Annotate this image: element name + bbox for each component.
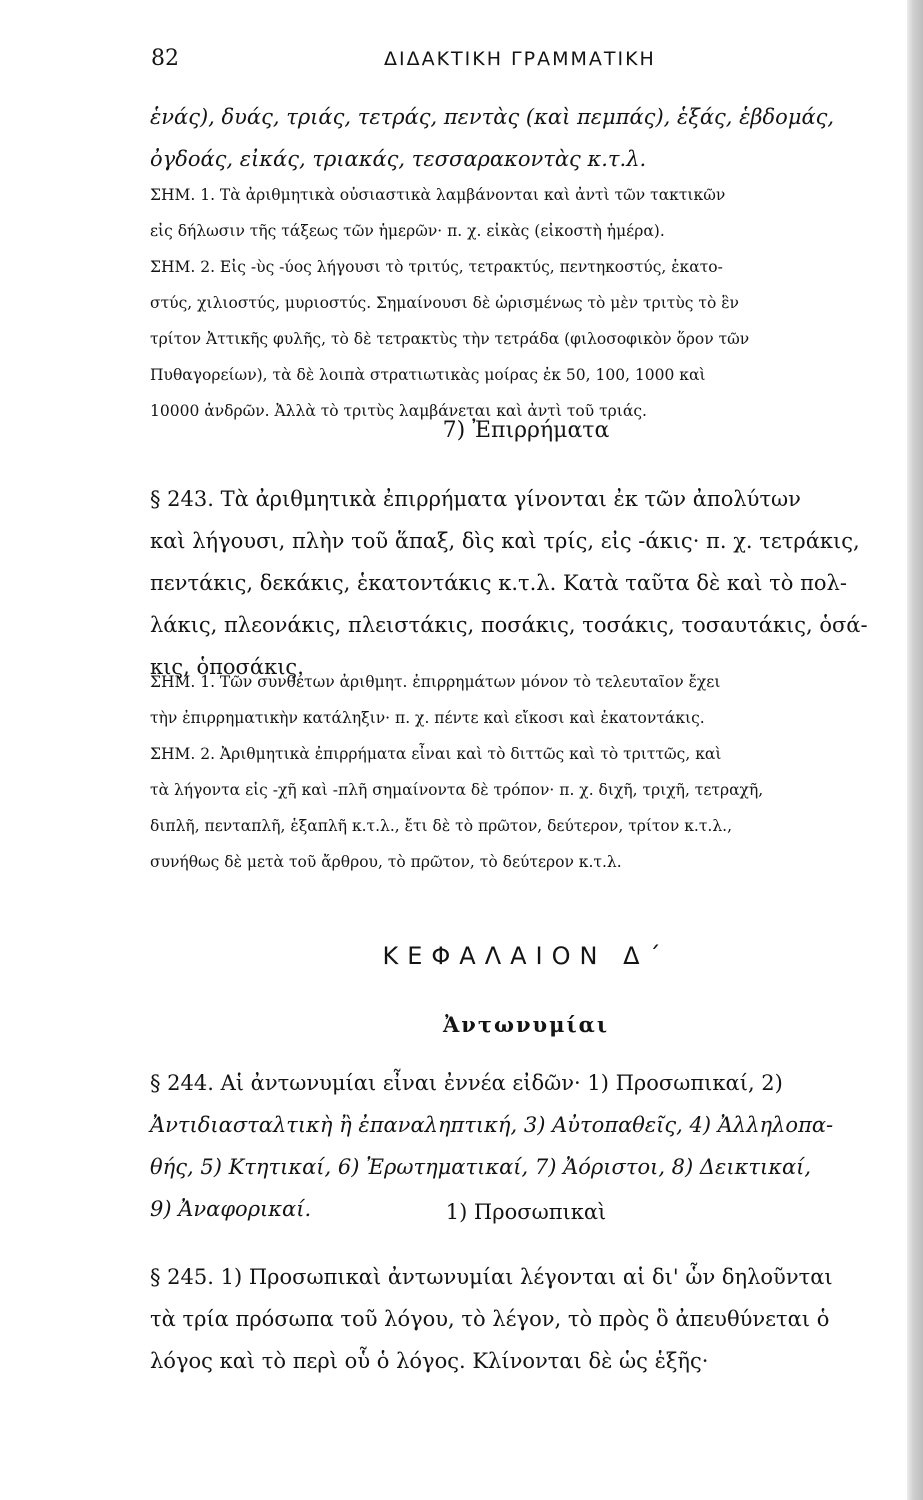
line-text: λάκις, πλεονάκις, πλειστάκις, ποσάκις, τοσάκις, τοσαυτάκις, ὁσά- bbox=[150, 613, 868, 637]
text-line bbox=[150, 1256, 902, 1298]
line-text: § 244. Αἱ ἀντωνυμίαι εἶναι ἐννέα εἰδῶν· 1) Προσωπικαί, 2) bbox=[150, 1071, 783, 1095]
line-text: 9) Ἀναφορικαί. bbox=[150, 1197, 312, 1221]
text-line bbox=[150, 321, 902, 357]
text-line bbox=[150, 562, 902, 604]
line-text: Ἀντιδιασταλτικὴ ἢ ἐπαναληπτική, 3) Αὐτοπαθεῖς, 4) Ἀλληλοπα- bbox=[150, 1113, 834, 1137]
line-text: διπλῆ, πενταπλῆ, ἑξαπλῆ κ.τ.λ., ἔτι δὲ τὸ πρῶτον, δεύτερον, τρίτον κ.τ.λ., bbox=[150, 817, 733, 835]
line-text: § 245. 1) Προσωπικαὶ ἀντωνυμίαι λέγονται αἱ δι' ὧν δηλοῦνται bbox=[150, 1265, 833, 1289]
text-line bbox=[150, 700, 902, 736]
line-text: 10000 ἀνδρῶν. Ἀλλὰ τὸ τριτὺς λαμβάνεται καὶ ἀντὶ τοῦ τριάς. bbox=[150, 402, 647, 420]
line-text: Πυθαγορείων), τὰ δὲ λοιπὰ στρατιωτικὰς μοίρας ἐκ 50, 100, 1000 καὶ bbox=[150, 366, 706, 384]
text-line bbox=[150, 177, 902, 213]
paragraph-continued bbox=[150, 96, 902, 180]
line-text: συνήθως δὲ μετὰ τοῦ ἄρθρου, τὸ πρῶτον, τὸ δεύτερον κ.τ.λ. bbox=[150, 853, 622, 871]
line-text: λόγος καὶ τὸ περὶ οὗ ὁ λόγος. Κλίνονται δὲ ὡς ἑξῆς· bbox=[150, 1349, 709, 1373]
text-line bbox=[150, 213, 902, 249]
page-edge-shadow bbox=[907, 0, 923, 1500]
text-line bbox=[150, 138, 902, 180]
paragraph-245 bbox=[150, 1256, 902, 1382]
line-text: ΣΗΜ. 2. Ἀριθμητικὰ ἐπιρρήματα εἶναι καὶ τὸ διττῶς καὶ τὸ τριττῶς, καὶ bbox=[150, 745, 722, 763]
text-line bbox=[150, 604, 902, 646]
line-text: κις, ὁποσάκις. bbox=[150, 655, 304, 679]
page-header bbox=[0, 46, 900, 78]
line-text: τὴν ἐπιρρηματικὴν κατάληξιν· π. χ. πέντε καὶ εἴκοσι καὶ ἑκατοντάκις. bbox=[150, 709, 705, 727]
text-line bbox=[150, 808, 902, 844]
section-title-epirrimata: 7) Ἐπιρρήματα bbox=[442, 418, 610, 443]
note-block-1 bbox=[150, 177, 902, 429]
text-line bbox=[150, 844, 902, 880]
line-text: εἰς δήλωσιν τῆς τάξεως τῶν ἡμερῶν· π. χ. εἰκὰς (εἰκοστὴ ἡμέρα). bbox=[150, 222, 665, 240]
text-line bbox=[150, 1104, 902, 1146]
text-line bbox=[150, 1146, 902, 1188]
line-text: θής, 5) Κτητικαί, 6) Ἐρωτηματικαί, 7) Ἀόριστοι, 8) Δεικτικαί, bbox=[150, 1155, 812, 1179]
text-line bbox=[150, 520, 902, 562]
line-text: ΣΗΜ. 2. Εἰς -ὺς -ύος λήγουσι τὸ τριτύς, τετρακτύς, πεντηκοστύς, ἑκατο- bbox=[150, 258, 723, 276]
section-title-prosopikai: 1) Προσωπικαὶ bbox=[445, 1200, 607, 1224]
page-number: 82 bbox=[151, 46, 179, 71]
text-line bbox=[150, 1062, 902, 1104]
line-text: καὶ λήγουσι, πλὴν τοῦ ἅπαξ, δὶς καὶ τρίς, εἰς -άκις· π. χ. τετράκις, bbox=[150, 529, 860, 553]
text-line bbox=[150, 478, 902, 520]
line-text: ΣΗΜ. 1. Τῶν συνθέτων ἀριθμητ. ἐπιρρημάτων μόνον τὸ τελευταῖον ἔχει bbox=[150, 673, 721, 691]
line-text: τὰ τρία πρόσωπα τοῦ λόγου, τὸ λέγον, τὸ πρὸς ὃ ἀπευθύνεται ὁ bbox=[150, 1307, 830, 1331]
paragraph-243 bbox=[150, 478, 902, 688]
chapter-title: ΚΕΦΑΛΑΙΟΝ Δ΄ bbox=[382, 942, 670, 970]
text-line bbox=[150, 772, 902, 808]
text-line bbox=[150, 249, 902, 285]
line-text: § 243. Τὰ ἀριθμητικὰ ἐπιρρήματα γίνονται ἐκ τῶν ἀπολύτων bbox=[150, 487, 801, 511]
text-line bbox=[150, 664, 902, 700]
line-text: πεντάκις, δεκάκις, ἑκατοντάκις κ.τ.λ. Κατὰ ταῦτα δὲ καὶ τὸ πολ- bbox=[150, 571, 847, 595]
text-line bbox=[150, 285, 902, 321]
line-text: ΣΗΜ. 1. Τὰ ἀριθμητικὰ οὐσιαστικὰ λαμβάνονται καὶ ἀντὶ τῶν τακτικῶν bbox=[150, 186, 726, 204]
line-text: τὰ λήγοντα εἰς -χῆ καὶ -πλῆ σημαίνοντα δὲ τρόπον· π. χ. διχῆ, τριχῆ, τετραχῆ, bbox=[150, 781, 764, 799]
text-line bbox=[150, 1340, 902, 1382]
running-head: ΔΙΔΑΚΤΙΚΗ ΓΡΑΜΜΑΤΙΚΗ bbox=[384, 48, 656, 70]
line-text: τρίτον Ἀττικῆς φυλῆς, τὸ δὲ τετρακτὺς τὴν τετράδα (φιλοσοφικὸν ὅρον τῶν bbox=[150, 330, 750, 348]
line-text: ἑνάς), δυάς, τριάς, τετράς, πεντὰς (καὶ πεμπάς), ἑξάς, ἑβδομάς, bbox=[150, 105, 835, 129]
text-line bbox=[150, 357, 902, 393]
note-block-2 bbox=[150, 664, 902, 880]
text-line bbox=[150, 96, 902, 138]
line-text: στύς, χιλιοστύς, μυριοστύς. Σημαίνουσι δὲ ὡρισμένως τὸ μὲν τριτὺς τὸ ἓν bbox=[150, 294, 739, 312]
text-line bbox=[150, 1298, 902, 1340]
chapter-subtitle: Ἀντωνυμίαι bbox=[443, 1012, 609, 1037]
line-text: ὀγδοάς, εἰκάς, τριακάς, τεσσαρακοντὰς κ.τ.λ. bbox=[150, 147, 647, 171]
text-line bbox=[150, 736, 902, 772]
